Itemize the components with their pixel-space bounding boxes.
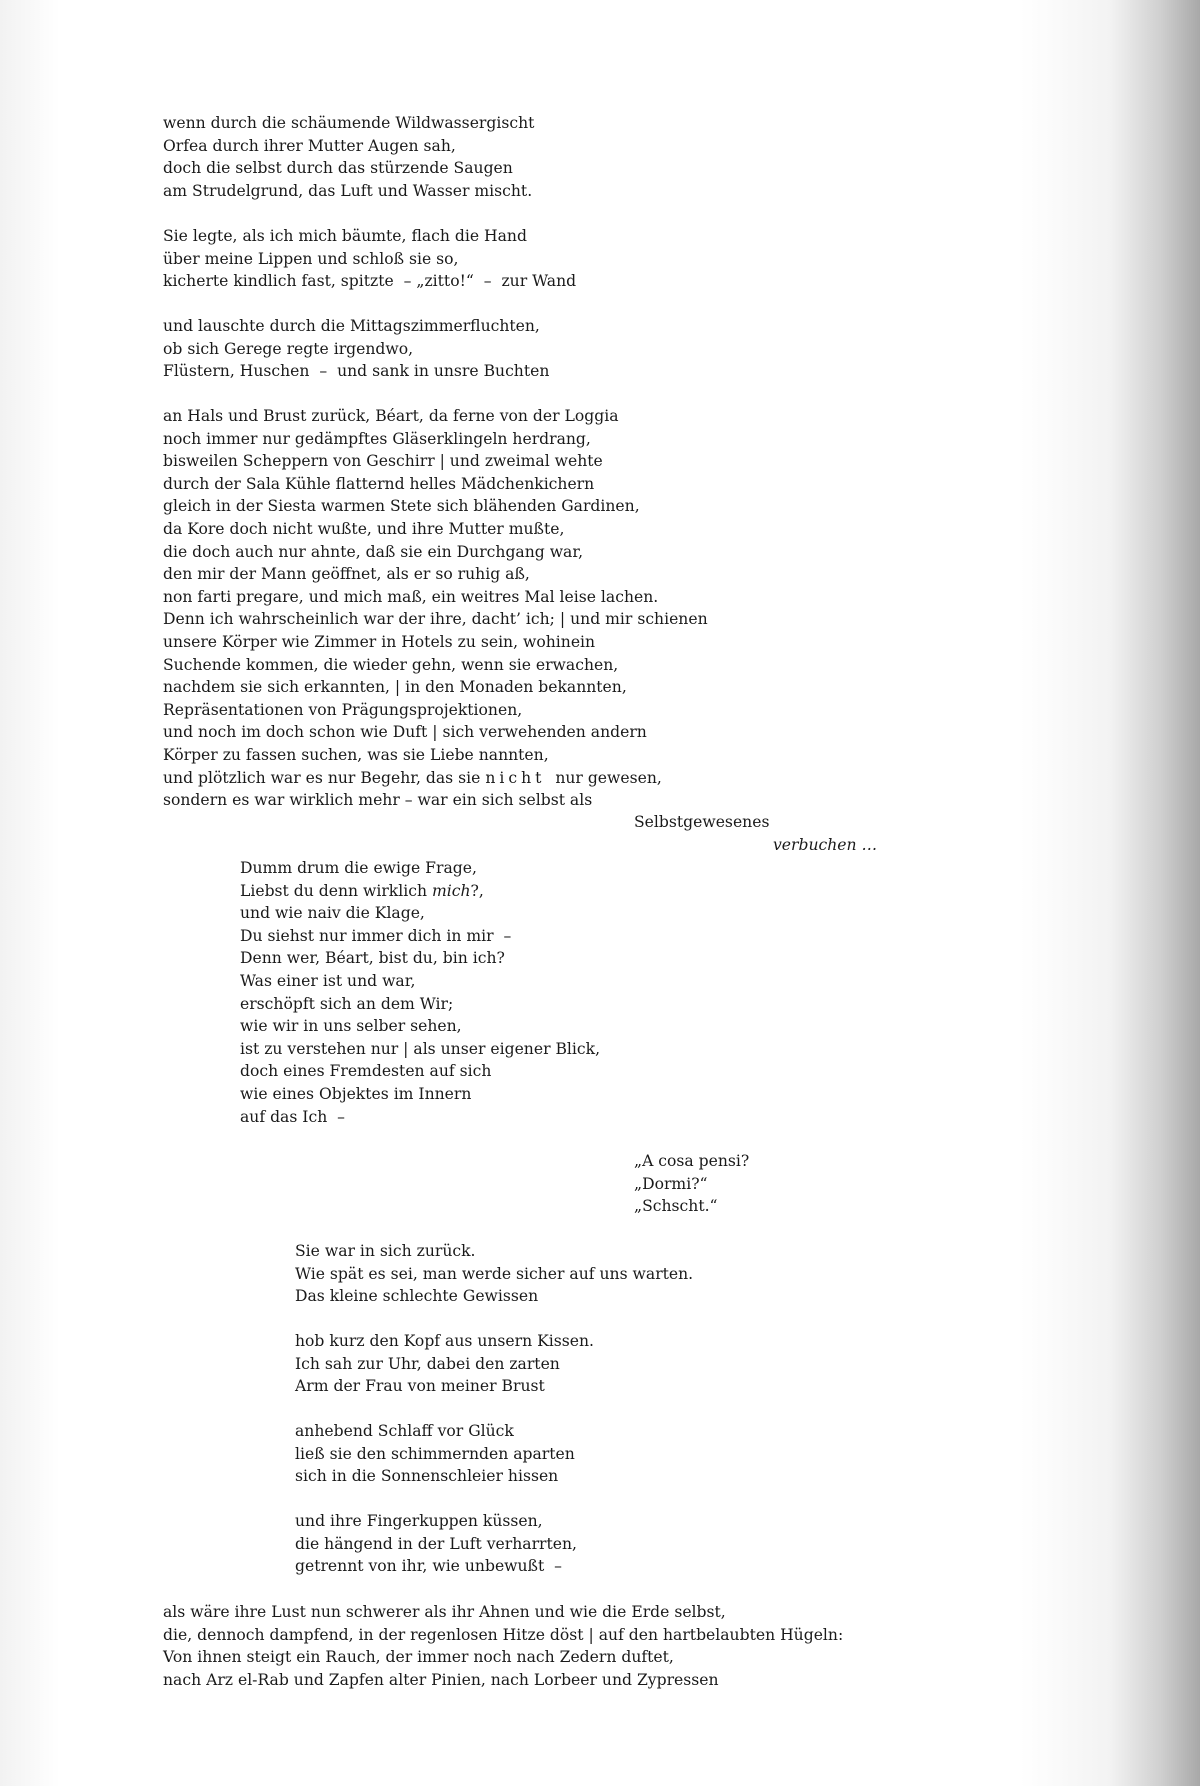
verse-line: die doch auch nur ahnte, daß sie ein Durchgang war, <box>163 542 584 561</box>
stanza-8 <box>295 1420 575 1488</box>
verse-line-italic <box>240 880 600 903</box>
verse-line: und lauschte durch die Mittagszimmerfluchten, <box>163 317 540 335</box>
spaced-word: nicht <box>485 768 546 787</box>
indented-word-italic <box>773 834 877 857</box>
verse-line: ließ sie den schimmernden aparten <box>295 1444 575 1463</box>
verse-line: erschöpft sich an dem Wir; <box>240 994 454 1013</box>
verse-line: da Kore doch nicht wußte, und ihre Mutter mußte, <box>163 519 565 538</box>
verse-line: sich in die Sonnenschleier hissen <box>295 1467 559 1486</box>
verse-line: als wäre ihre Lust nun schwerer als ihr Ahnen und wie die Erde selbst, <box>163 1603 726 1621</box>
verse-line: wenn durch die schäumende Wildwassergischt <box>163 114 535 132</box>
dialogue-line: „Schscht.“ <box>634 1197 718 1216</box>
verse-line: ist zu verstehen nur | als unser eigener Blick, <box>240 1039 601 1058</box>
dialogue-line: „Dormi?“ <box>634 1174 708 1193</box>
verse-line: Repräsentationen von Prägungsprojektionen, <box>163 700 523 719</box>
verse-line: anhebend Schlaff vor Glück <box>295 1422 514 1440</box>
verse-fragment: nur gewesen, <box>545 768 662 787</box>
stanza-1 <box>163 112 534 202</box>
dialogue-line: „A cosa pensi? <box>634 1152 750 1170</box>
verse-line: wie wir in uns selber sehen, <box>240 1017 462 1036</box>
verse-line: Suchende kommen, die wieder gehn, wenn sie erwachen, <box>163 655 619 674</box>
verse-line: und noch im doch schon wie Duft | sich verwehenden andern <box>163 723 647 742</box>
verse-line: non farti pregare, und mich maß, ein weitres Mal leise lachen. <box>163 587 659 606</box>
verse-line: auf das Ich – <box>240 1107 345 1126</box>
verse-line: Wie spät es sei, man werde sicher auf uns warten. <box>295 1264 694 1283</box>
stanza-4 <box>163 405 708 812</box>
verse-line: den mir der Mann geöffnet, als er so ruhig aß, <box>163 565 530 584</box>
verse-line: Von ihnen steigt ein Rauch, der immer noch nach Zedern duftet, <box>163 1648 674 1667</box>
stanza-2 <box>163 225 576 293</box>
verse-line: kicherte kindlich fast, spitzte – „zitto!“ – zur Wand <box>163 272 577 291</box>
verse-line: wie eines Objektes im Innern <box>240 1084 472 1103</box>
verse-line: hob kurz den Kopf aus unsern Kissen. <box>295 1332 594 1350</box>
verse-fragment: Liebst du denn wirklich <box>240 881 432 900</box>
verse-line: doch die selbst durch das stürzende Saugen <box>163 159 513 178</box>
verse-line: ob sich Gerege regte irgendwo, <box>163 339 414 358</box>
verse-line: Sie war in sich zurück. <box>295 1242 476 1260</box>
verse-line: Ich sah zur Uhr, dabei den zarten <box>295 1354 560 1373</box>
verse-line: die hängend in der Luft verharrten, <box>295 1534 577 1553</box>
verse-line: durch der Sala Kühle flatternd helles Mädchenkichern <box>163 474 595 493</box>
verse-line: bisweilen Scheppern von Geschirr | und zweimal wehte <box>163 452 603 471</box>
italic-word: mich <box>431 881 471 900</box>
verse-line: doch eines Fremdesten auf sich <box>240 1062 492 1081</box>
stanza-3 <box>163 315 549 383</box>
indented-word <box>634 811 769 834</box>
verse-line: getrennt von ihr, wie unbewußt – <box>295 1557 562 1576</box>
verse-line: nachdem sie sich erkannten, | in den Monaden bekannten, <box>163 678 627 697</box>
verse-line-spaced <box>163 767 708 790</box>
verse-fragment: und plötzlich war es nur Begehr, das sie <box>163 768 486 787</box>
verse-line: die, dennoch dampfend, in der regenlosen Hitze döst | auf den hartbelaubten Hügeln: <box>163 1625 844 1644</box>
verse-line: und wie naiv die Klage, <box>240 904 425 923</box>
verse-line: unsere Körper wie Zimmer in Hotels zu sein, wohinein <box>163 632 596 651</box>
verse-line: Was einer ist und war, <box>240 971 416 990</box>
verse-line: an Hals und Brust zurück, Béart, da ferne von der Loggia <box>163 407 619 425</box>
verse-line: Sie legte, als ich mich bäumte, flach die Hand <box>163 227 527 245</box>
verse-line: Denn wer, Béart, bist du, bin ich? <box>240 949 505 968</box>
stanza-7 <box>295 1330 594 1398</box>
verse-line: noch immer nur gedämpftes Gläserklingeln herdrang, <box>163 429 591 448</box>
verse-line: nach Arz el-Rab und Zapfen alter Pinien, nach Lorbeer und Zypressen <box>163 1670 719 1689</box>
verse-line: gleich in der Siesta warmen Stete sich blähenden Gardinen, <box>163 497 640 516</box>
verse-line: Denn ich wahrscheinlich war der ihre, dacht’ ich; | und mir schienen <box>163 610 708 629</box>
verse-line: Selbstgewesenes <box>634 813 770 831</box>
verse-line: Das kleine schlechte Gewissen <box>295 1287 539 1306</box>
dialogue <box>634 1150 749 1218</box>
stanza-6 <box>295 1240 693 1308</box>
stanza-9 <box>295 1510 577 1578</box>
stanza-5 <box>240 857 600 1128</box>
verse-line: Dumm drum die ewige Frage, <box>240 859 477 877</box>
verse-line: verbuchen … <box>773 836 878 854</box>
stanza-10 <box>163 1601 843 1691</box>
verse-line: Körper zu fassen suchen, was sie Liebe nannten, <box>163 745 549 764</box>
verse-line: sondern es war wirklich mehr – war ein sich selbst als <box>163 791 593 810</box>
verse-line: Du siehst nur immer dich in mir – <box>240 926 512 945</box>
verse-line: Arm der Frau von meiner Brust <box>295 1377 545 1396</box>
verse-line: am Strudelgrund, das Luft und Wasser mischt. <box>163 181 533 200</box>
verse-line: und ihre Fingerkuppen küssen, <box>295 1512 543 1530</box>
verse-line: Orfea durch ihrer Mutter Augen sah, <box>163 136 456 155</box>
verse-line: Flüstern, Huschen – und sank in unsre Buchten <box>163 362 550 381</box>
verse-fragment: ?, <box>470 881 484 900</box>
verse-line: über meine Lippen und schloß sie so, <box>163 249 459 268</box>
